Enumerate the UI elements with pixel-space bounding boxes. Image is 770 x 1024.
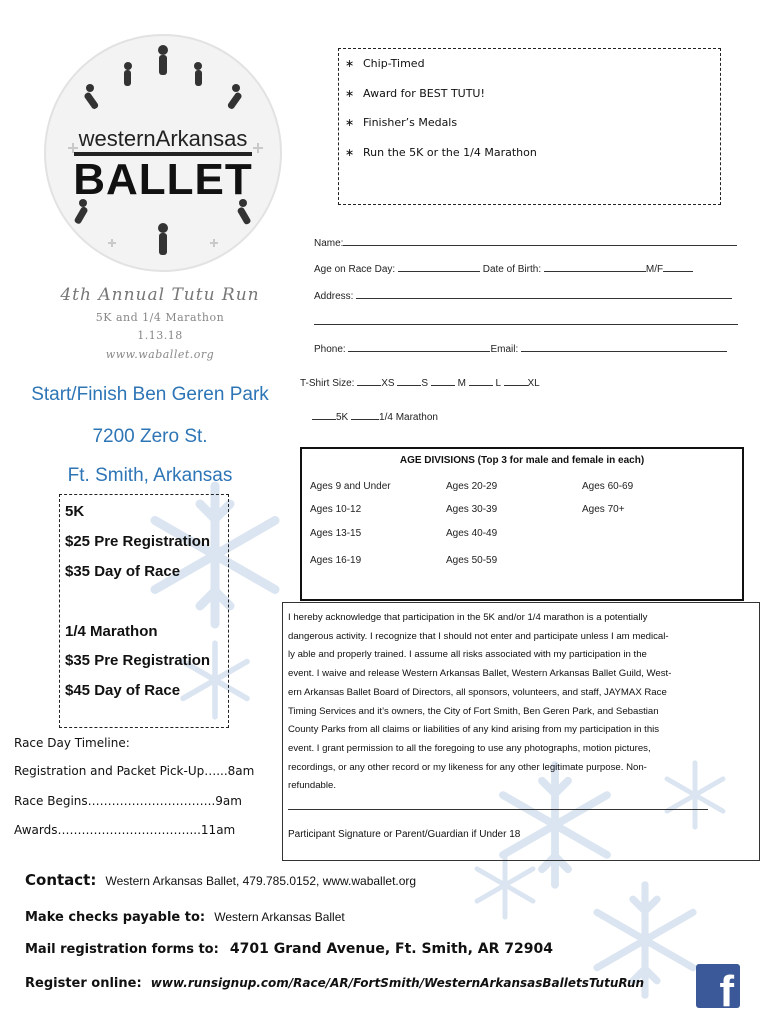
- bullet-icon: ∗: [345, 57, 355, 70]
- tshirt-label: T-Shirt Size:: [300, 378, 355, 389]
- age-divisions-title: AGE DIVISIONS (Top 3 for male and female in each): [399, 455, 645, 466]
- age-group: Ages 16-19: [310, 555, 362, 566]
- pricing-box: [59, 494, 229, 728]
- tshirt-xl: XL: [527, 378, 540, 389]
- logo-text-ballet: BALLET: [73, 155, 253, 204]
- feature-item: ∗ Award for BEST TUTU!: [345, 87, 485, 100]
- age-group: Ages 40-49: [446, 528, 498, 539]
- email-blank[interactable]: [521, 342, 727, 352]
- dob-blank[interactable]: [544, 262, 646, 272]
- race-5k-label: 5K: [336, 412, 349, 423]
- price-marathon-heading: 1/4 Marathon: [65, 623, 158, 640]
- race-marathon-label: 1/4 Marathon: [379, 412, 438, 423]
- price-5k-pre: $25 Pre Registration: [65, 533, 211, 550]
- phone-label: Phone:: [314, 344, 346, 355]
- age-group: Ages 70+: [582, 504, 625, 515]
- feature-item: ∗ Finisher’s Medals: [345, 116, 458, 129]
- tshirt-m: M: [457, 378, 466, 389]
- location-park: Start/Finish Ben Geren Park: [31, 384, 269, 405]
- age-divisions-box: [300, 447, 744, 601]
- waiver-text: I hereby acknowledge that participation in the 5K and/or 1/4 marathon is a potentially dangerous activity. I recognize that I should not enter and participate unless I am medical- ly able and properly trained. I assume all risks associated with my participation in the event. I waive and release Western Arkansas Ballet, Western Arkansas Ballet Guild, West- ern Arkansas Ballet Board of Directors, all sponsors, volunteers, and staff, JAYMAX Race Timing Services and it’s owners, the City of Fort Smith, Ben Geren Park, and Sebastian County Parks from all claims or liabilities of any kind arising from my participation in this event. I grant permission to all the foregoing to use any photographs, motion pictures, recordings, or any other record or my likeness for any other legitimate purpose. Non- refundable.: [288, 612, 672, 792]
- checks-label: Make checks payable to:: [25, 910, 206, 925]
- address-blank-2[interactable]: [314, 315, 738, 325]
- timeline-heading: Race Day Timeline:: [14, 736, 130, 750]
- age-dob-row: [314, 262, 693, 275]
- mail-row: [25, 938, 553, 957]
- contact-value: Western Arkansas Ballet, 479.785.0152, www.waballet.org: [105, 874, 417, 888]
- mf-blank[interactable]: [663, 262, 693, 272]
- age-group: Ages 10-12: [310, 504, 362, 515]
- mail-value: 4701 Grand Avenue, Ft. Smith, AR 72904: [229, 941, 553, 957]
- price-marathon-day: $45 Day of Race: [65, 682, 181, 699]
- event-date: 1.13.18: [137, 329, 183, 342]
- age-group: Ages 30-39: [446, 504, 498, 515]
- age-group: Ages 13-15: [310, 528, 362, 539]
- timeline-awards: Awards……………………………...11am: [14, 823, 236, 837]
- facebook-icon[interactable]: [696, 964, 740, 1016]
- price-marathon-pre: $35 Pre Registration: [65, 652, 211, 669]
- mf-label: M/F: [645, 264, 664, 275]
- age-group: Ages 20-29: [446, 481, 498, 492]
- dob-label: Date of Birth:: [482, 264, 542, 275]
- online-row: [25, 972, 644, 991]
- age-label: Age on Race Day:: [314, 264, 396, 275]
- feature-item: ∗ Run the 5K or the 1/4 Marathon: [345, 146, 537, 159]
- logo-text-western: westernArkansas: [78, 126, 248, 151]
- age-blank[interactable]: [398, 262, 480, 272]
- signature-label: Participant Signature or Parent/Guardian if Under 18: [288, 829, 521, 840]
- address-blank[interactable]: [356, 289, 732, 299]
- bullet-icon: ∗: [345, 146, 355, 159]
- contact-row: [25, 870, 416, 889]
- age-group: Ages 50-59: [446, 555, 498, 566]
- name-label: Name:: [314, 238, 344, 249]
- timeline-registration: Registration and Packet Pick-Up…...8am: [14, 764, 255, 778]
- tshirt-row: [300, 376, 540, 389]
- tshirt-l: L: [495, 378, 501, 389]
- race-choice-row: [312, 410, 438, 423]
- location-street: 7200 Zero St.: [92, 426, 208, 447]
- tshirt-m-blank[interactable]: [431, 376, 455, 386]
- location-city: Ft. Smith, Arkansas: [67, 465, 233, 486]
- tshirt-xs-blank[interactable]: [357, 376, 381, 386]
- tshirt-xl-blank[interactable]: [504, 376, 528, 386]
- address-field[interactable]: [314, 289, 732, 302]
- age-group: Ages 60-69: [582, 481, 634, 492]
- feature-item: ∗ Chip-Timed: [345, 57, 425, 70]
- event-title: 4th Annual Tutu Run: [60, 285, 260, 305]
- name-blank[interactable]: [343, 236, 737, 246]
- facebook-glyph: f: [719, 967, 734, 1016]
- bullet-icon: ∗: [345, 116, 355, 129]
- race-marathon-blank[interactable]: [351, 410, 379, 420]
- tshirt-xs: XS: [381, 378, 395, 389]
- online-label: Register online:: [25, 976, 142, 991]
- price-5k-day: $35 Day of Race: [65, 563, 181, 580]
- address-line-2[interactable]: [314, 315, 738, 328]
- features-box: [338, 48, 721, 205]
- mail-label: Mail registration forms to:: [25, 942, 219, 957]
- age-group: Ages 9 and Under: [310, 481, 391, 492]
- checks-row: [25, 906, 345, 925]
- phone-email-row: [314, 342, 727, 355]
- waiver-box: [282, 602, 760, 861]
- contact-label: Contact:: [25, 871, 97, 889]
- signature-line[interactable]: [288, 809, 708, 810]
- tshirt-s: S: [421, 378, 429, 389]
- price-5k-heading: 5K: [65, 503, 85, 520]
- race-5k-blank[interactable]: [312, 410, 336, 420]
- checks-value: Western Arkansas Ballet: [214, 910, 345, 924]
- email-label: Email:: [490, 344, 519, 355]
- name-field[interactable]: [314, 236, 737, 249]
- snowflake-wreath-icon: [38, 28, 288, 278]
- tshirt-s-blank[interactable]: [397, 376, 421, 386]
- online-url[interactable]: www.runsignup.com/Race/AR/FortSmith/WesternArkansasBalletsTutuRun: [150, 976, 645, 990]
- address-label: Address:: [314, 291, 354, 302]
- event-website: www.waballet.org: [105, 348, 215, 361]
- bullet-icon: ∗: [345, 87, 355, 100]
- tshirt-l-blank[interactable]: [469, 376, 493, 386]
- ballet-logo: [38, 28, 288, 278]
- phone-blank[interactable]: [348, 342, 490, 352]
- timeline-race-begins: Race Begins…………………………..9am: [14, 794, 242, 808]
- event-subtitle: 5K and 1/4 Marathon: [95, 311, 225, 324]
